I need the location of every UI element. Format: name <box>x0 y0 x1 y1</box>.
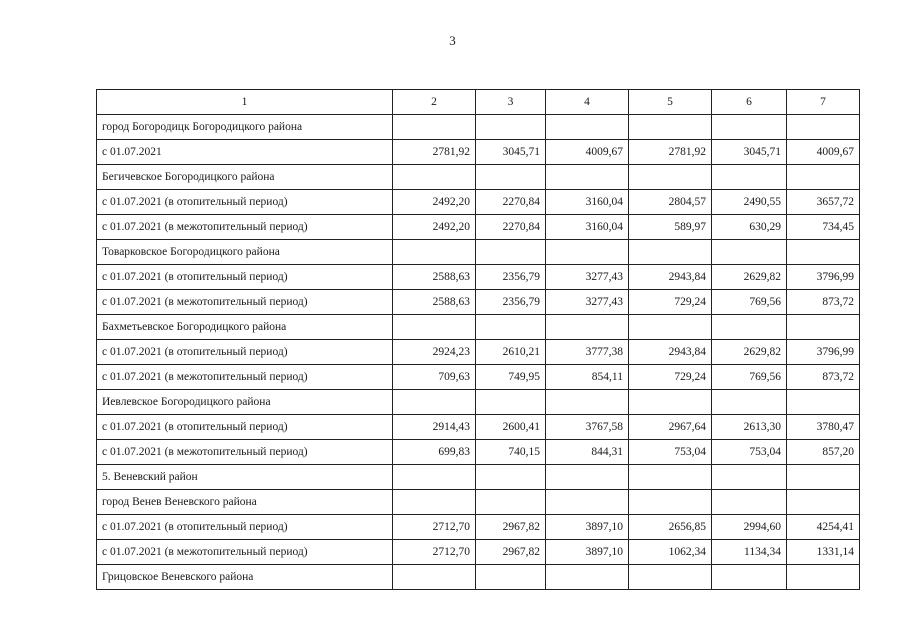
tariff-cell-col2 <box>393 390 476 415</box>
row-label: с 01.07.2021 (в межотопительный период) <box>97 365 393 390</box>
tariff-cell-col5 <box>629 490 712 515</box>
tariff-cell-col5: 2804,57 <box>629 190 712 215</box>
tariff-cell-col4: 4009,67 <box>546 140 629 165</box>
tariff-cell-col5: 2781,92 <box>629 140 712 165</box>
tariff-cell-col2: 2781,92 <box>393 140 476 165</box>
tariff-cell-col5: 589,97 <box>629 215 712 240</box>
table-row <box>97 440 860 465</box>
tariff-cell-col6 <box>712 490 787 515</box>
tariff-cell-col6 <box>712 115 787 140</box>
tariff-cell-col2 <box>393 165 476 190</box>
tariff-cell-col2: 2492,20 <box>393 215 476 240</box>
tariff-cell-col3: 2356,79 <box>476 265 546 290</box>
tariff-cell-col2 <box>393 240 476 265</box>
tariff-cell-col2: 2924,23 <box>393 340 476 365</box>
tariff-cell-col4 <box>546 565 629 590</box>
tariff-cell-col7 <box>787 240 860 265</box>
column-header-4: 4 <box>546 90 629 115</box>
tariff-cell-col5 <box>629 390 712 415</box>
tariff-cell-col7: 3780,47 <box>787 415 860 440</box>
table-row <box>97 465 860 490</box>
tariff-cell-col3: 740,15 <box>476 440 546 465</box>
tariff-cell-col2: 2492,20 <box>393 190 476 215</box>
row-label: с 01.07.2021 (в отопительный период) <box>97 265 393 290</box>
tariff-cell-col4 <box>546 115 629 140</box>
column-header-6: 6 <box>712 90 787 115</box>
tariff-cell-col3 <box>476 165 546 190</box>
tariff-cell-col6 <box>712 465 787 490</box>
tariff-cell-col3: 749,95 <box>476 365 546 390</box>
tariff-cell-col6: 630,29 <box>712 215 787 240</box>
tariff-cell-col2 <box>393 565 476 590</box>
tariff-cell-col3 <box>476 115 546 140</box>
tariff-cell-col5 <box>629 315 712 340</box>
tariff-cell-col4: 3160,04 <box>546 190 629 215</box>
tariff-cell-col5 <box>629 565 712 590</box>
tariff-cell-col2 <box>393 315 476 340</box>
tariff-cell-col6: 3045,71 <box>712 140 787 165</box>
row-label: город Богородицк Богородицкого района <box>97 115 393 140</box>
tariff-cell-col3 <box>476 315 546 340</box>
row-label: 5. Веневский район <box>97 465 393 490</box>
tariff-cell-col4 <box>546 465 629 490</box>
tariff-cell-col4 <box>546 390 629 415</box>
column-header-1: 1 <box>97 90 393 115</box>
table-row <box>97 115 860 140</box>
tariff-cell-col6 <box>712 565 787 590</box>
table-row <box>97 540 860 565</box>
tariff-cell-col4: 3897,10 <box>546 515 629 540</box>
tariff-cell-col6 <box>712 165 787 190</box>
tariff-cell-col3 <box>476 565 546 590</box>
row-label: с 01.07.2021 (в межотопительный период) <box>97 440 393 465</box>
table-row <box>97 515 860 540</box>
tariff-cell-col4: 3777,38 <box>546 340 629 365</box>
tariff-cell-col3 <box>476 465 546 490</box>
tariff-cell-col7 <box>787 165 860 190</box>
tariff-table <box>96 89 860 590</box>
tariff-cell-col6: 2490,55 <box>712 190 787 215</box>
tariff-cell-col3: 3045,71 <box>476 140 546 165</box>
tariff-cell-col2: 2588,63 <box>393 265 476 290</box>
tariff-cell-col4 <box>546 315 629 340</box>
tariff-cell-col7 <box>787 565 860 590</box>
tariff-cell-col2: 2712,70 <box>393 515 476 540</box>
tariff-cell-col5 <box>629 465 712 490</box>
tariff-cell-col6: 2613,30 <box>712 415 787 440</box>
row-label: с 01.07.2021 (в отопительный период) <box>97 190 393 215</box>
tariff-cell-col3 <box>476 240 546 265</box>
table-row <box>97 290 860 315</box>
column-header-3: 3 <box>476 90 546 115</box>
tariff-cell-col5: 1062,34 <box>629 540 712 565</box>
tariff-cell-col6 <box>712 315 787 340</box>
tariff-cell-col4: 3897,10 <box>546 540 629 565</box>
tariff-cell-col4: 854,11 <box>546 365 629 390</box>
row-label: Иевлевское Богородицкого района <box>97 390 393 415</box>
table-row <box>97 390 860 415</box>
tariff-cell-col5: 2943,84 <box>629 265 712 290</box>
tariff-cell-col3: 2356,79 <box>476 290 546 315</box>
row-label: с 01.07.2021 (в межотопительный период) <box>97 540 393 565</box>
tariff-cell-col4: 3160,04 <box>546 215 629 240</box>
tariff-cell-col7 <box>787 315 860 340</box>
tariff-cell-col6: 2994,60 <box>712 515 787 540</box>
column-header-7: 7 <box>787 90 860 115</box>
tariff-cell-col7: 873,72 <box>787 365 860 390</box>
tariff-cell-col7: 873,72 <box>787 290 860 315</box>
tariff-cell-col7: 857,20 <box>787 440 860 465</box>
table-body <box>97 115 860 590</box>
tariff-cell-col7 <box>787 465 860 490</box>
tariff-cell-col6: 2629,82 <box>712 265 787 290</box>
tariff-cell-col2: 699,83 <box>393 440 476 465</box>
tariff-cell-col6: 2629,82 <box>712 340 787 365</box>
tariff-cell-col3: 2967,82 <box>476 515 546 540</box>
row-label: Бахметьевское Богородицкого района <box>97 315 393 340</box>
tariff-cell-col2: 709,63 <box>393 365 476 390</box>
table-row <box>97 215 860 240</box>
header-row <box>97 90 860 115</box>
table-row <box>97 415 860 440</box>
table-row <box>97 365 860 390</box>
tariff-cell-col7: 3657,72 <box>787 190 860 215</box>
tariff-cell-col3: 2270,84 <box>476 215 546 240</box>
tariff-cell-col5: 2967,64 <box>629 415 712 440</box>
row-label: с 01.07.2021 (в межотопительный период) <box>97 290 393 315</box>
tariff-cell-col4: 3277,43 <box>546 290 629 315</box>
tariff-cell-col5 <box>629 115 712 140</box>
tariff-cell-col7: 3796,99 <box>787 265 860 290</box>
table-row <box>97 240 860 265</box>
tariff-cell-col6: 753,04 <box>712 440 787 465</box>
tariff-cell-col5: 753,04 <box>629 440 712 465</box>
tariff-cell-col4: 3277,43 <box>546 265 629 290</box>
tariff-cell-col7: 3796,99 <box>787 340 860 365</box>
row-label: с 01.07.2021 (в отопительный период) <box>97 340 393 365</box>
tariff-cell-col7: 734,45 <box>787 215 860 240</box>
tariff-cell-col3 <box>476 390 546 415</box>
row-label: с 01.07.2021 (в отопительный период) <box>97 515 393 540</box>
tariff-cell-col5 <box>629 240 712 265</box>
table-row <box>97 140 860 165</box>
row-label: с 01.07.2021 (в межотопительный период) <box>97 215 393 240</box>
tariff-cell-col7 <box>787 115 860 140</box>
row-label: с 01.07.2021 (в отопительный период) <box>97 415 393 440</box>
row-label: Грицовское Веневского района <box>97 565 393 590</box>
tariff-cell-col7: 4009,67 <box>787 140 860 165</box>
tariff-cell-col7 <box>787 490 860 515</box>
table-row <box>97 565 860 590</box>
tariff-cell-col4: 844,31 <box>546 440 629 465</box>
tariff-cell-col6 <box>712 240 787 265</box>
row-label: Товарковское Богородицкого района <box>97 240 393 265</box>
tariff-cell-col2: 2588,63 <box>393 290 476 315</box>
tariff-cell-col3: 2600,41 <box>476 415 546 440</box>
row-label: Бегичевское Богородицкого района <box>97 165 393 190</box>
page-number: 3 <box>449 33 456 48</box>
table-row <box>97 265 860 290</box>
tariff-cell-col7 <box>787 390 860 415</box>
table-row <box>97 340 860 365</box>
tariff-cell-col2 <box>393 490 476 515</box>
tariff-cell-col3 <box>476 490 546 515</box>
tariff-cell-col2: 2712,70 <box>393 540 476 565</box>
tariff-cell-col5: 729,24 <box>629 365 712 390</box>
tariff-cell-col7: 1331,14 <box>787 540 860 565</box>
table-row <box>97 315 860 340</box>
column-header-5: 5 <box>629 90 712 115</box>
table-row <box>97 190 860 215</box>
table-row <box>97 490 860 515</box>
tariff-cell-col2: 2914,43 <box>393 415 476 440</box>
tariff-cell-col2 <box>393 115 476 140</box>
tariff-cell-col2 <box>393 465 476 490</box>
row-label: с 01.07.2021 <box>97 140 393 165</box>
tariff-cell-col6 <box>712 390 787 415</box>
tariff-cell-col5: 729,24 <box>629 290 712 315</box>
tariff-cell-col4: 3767,58 <box>546 415 629 440</box>
tariff-cell-col4 <box>546 240 629 265</box>
tariff-cell-col4 <box>546 165 629 190</box>
tariff-cell-col6: 769,56 <box>712 290 787 315</box>
row-label: город Венев Веневского района <box>97 490 393 515</box>
tariff-cell-col7: 4254,41 <box>787 515 860 540</box>
tariff-cell-col4 <box>546 490 629 515</box>
tariff-cell-col5: 2656,85 <box>629 515 712 540</box>
column-header-2: 2 <box>393 90 476 115</box>
tariff-cell-col3: 2610,21 <box>476 340 546 365</box>
tariff-cell-col5: 2943,84 <box>629 340 712 365</box>
tariff-cell-col6: 769,56 <box>712 365 787 390</box>
tariff-cell-col3: 2270,84 <box>476 190 546 215</box>
tariff-cell-col3: 2967,82 <box>476 540 546 565</box>
table-row <box>97 165 860 190</box>
tariff-cell-col5 <box>629 165 712 190</box>
tariff-cell-col6: 1134,34 <box>712 540 787 565</box>
